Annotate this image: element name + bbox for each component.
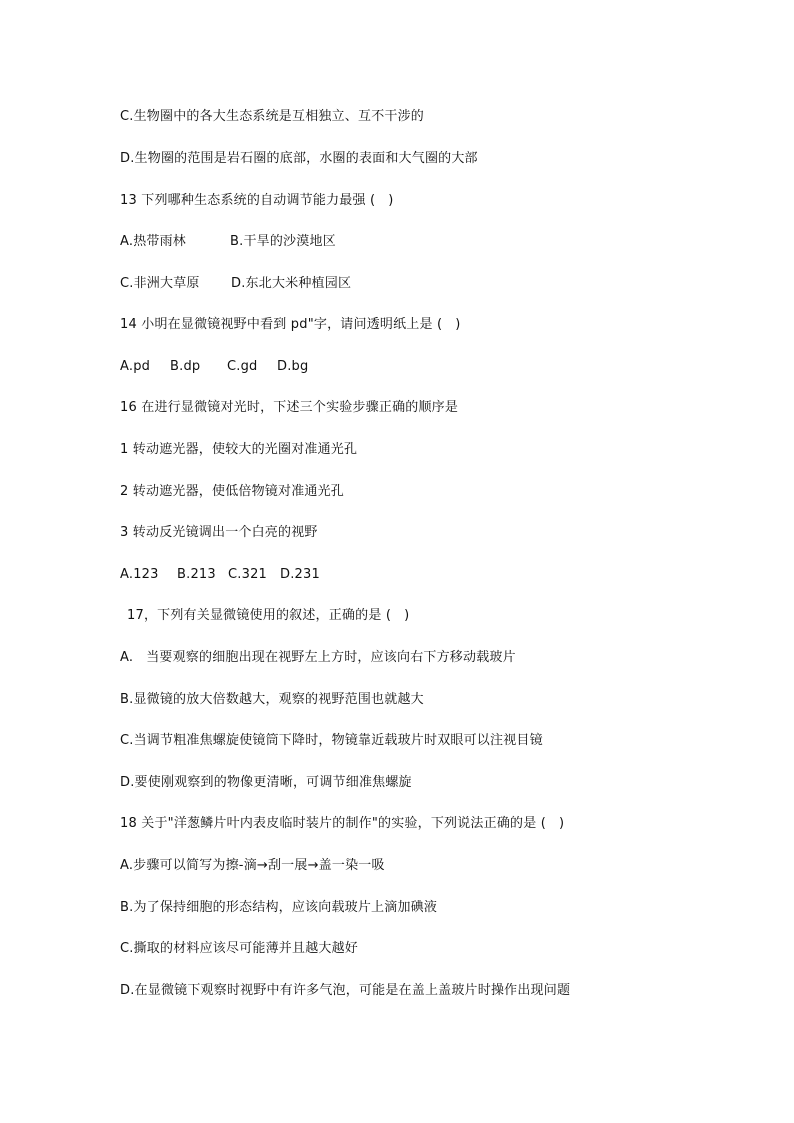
question-16-step-1: 1 转动遮光器，使较大的光圈对准通光孔: [120, 442, 358, 457]
option-d: D.231: [280, 567, 320, 582]
option-a: A.pd: [120, 359, 151, 374]
question-18-option-c: C.撕取的材料应该尽可能薄并且越大越好: [120, 941, 359, 956]
question-16-options: [120, 567, 320, 583]
question-17-option-a: A. 当要观察的细胞出现在视野左上方时，应该向右下方移动载玻片: [120, 650, 516, 665]
question-13: 13 下列哪种生态系统的自动调节能力最强 ( ): [120, 193, 394, 208]
question-14-options: [120, 359, 308, 375]
question-18: 18 关于"洋葱鳞片叶内表皮临时装片的制作"的实验，下列说法正确的是 ( ): [120, 816, 565, 831]
question-13-options-ab: [120, 234, 336, 250]
option-c: C.321: [228, 567, 268, 582]
option-d: D.东北大米种植园区: [231, 276, 352, 291]
question-14: 14 小明在显微镜视野中看到 pd"字，请问透明纸上是 ( ): [120, 317, 461, 332]
option-b: B.dp: [170, 359, 201, 374]
question-18-option-a: A.步骤可以简写为擦-滴→刮一展→盖一染一吸: [120, 858, 385, 873]
option-c: C.非洲大草原: [120, 276, 200, 291]
question-17-option-c: C.当调节粗准焦螺旋使镜筒下降时，物镜靠近载玻片时双眼可以注视目镜: [120, 733, 543, 748]
option-line-d: D.生物圈的范围是岩石圈的底部，水圈的表面和大气圈的大部: [120, 151, 478, 166]
question-17-option-d: D.要使刚观察到的物像更清晰，可调节细准焦螺旋: [120, 775, 412, 790]
question-13-options-cd: [120, 276, 351, 292]
option-line-c: C.生物圈中的各大生态系统是互相独立、互不干涉的: [120, 109, 425, 124]
question-16-step-2: 2 转动遮光器，使低倍物镜对准通光孔: [120, 484, 345, 499]
option-a: A.热带雨林: [120, 234, 186, 249]
question-16-step-3: 3 转动反光镜调出一个白亮的视野: [120, 525, 318, 540]
option-b: B.213: [177, 567, 216, 582]
question-17-option-b: B.显微镜的放大倍数越大，观察的视野范围也就越大: [120, 692, 424, 707]
question-18-option-d: D.在显微镜下观察时视野中有许多气泡，可能是在盖上盖玻片时操作出现问题: [120, 983, 571, 998]
question-16: 16 在进行显微镜对光时，下述三个实验步骤正确的顺序是: [120, 400, 459, 415]
question-17: 17，下列有关显微镜使用的叙述，正确的是 ( ): [127, 608, 410, 623]
option-b: B.干旱的沙漠地区: [230, 234, 336, 249]
option-d: D.bg: [277, 359, 309, 374]
question-18-option-b: B.为了保持细胞的形态结构，应该向载玻片上滴加碘液: [120, 900, 438, 915]
option-c: C.gd: [227, 359, 258, 374]
option-a: A.123: [120, 567, 159, 582]
